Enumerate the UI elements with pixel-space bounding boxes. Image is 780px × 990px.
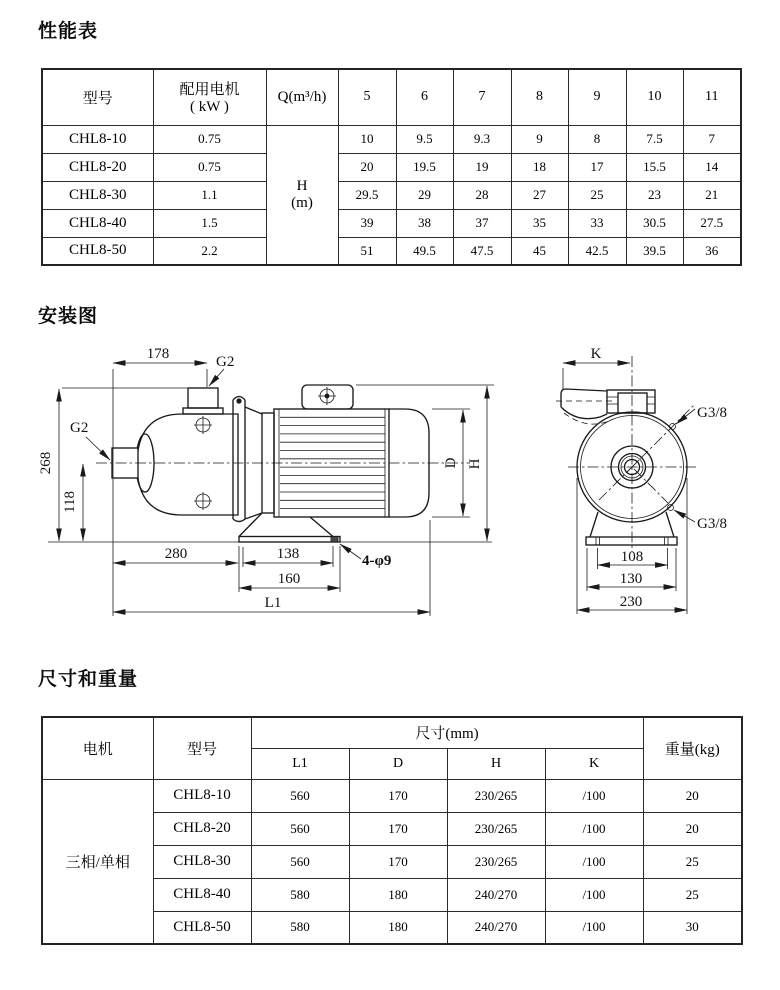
dim-h-label: H [467,458,483,470]
dims-col-motor: 电机 [42,717,153,779]
perf-power: 0.75 [153,125,266,153]
dim-160-label: 160 [277,571,301,587]
performance-row [42,181,741,209]
perf-head-value: 17 [568,153,626,181]
dims-k: /100 [545,878,643,911]
perf-head-value: 27.5 [683,209,741,237]
perf-col-motor [153,69,266,125]
port-g38-upper-label: G3/8 [697,405,727,421]
dims-col-size-group: 尺寸(mm) [251,717,643,748]
discharge-elbow [556,389,612,424]
perf-power: 1.5 [153,209,266,237]
dims-weight: 20 [643,812,742,845]
perf-head-value: 47.5 [453,237,511,265]
dims-weight: 25 [643,845,742,878]
perf-power: 2.2 [153,237,266,265]
dims-model: CHL8-30 [153,845,251,878]
port-g2-left-label: G2 [70,420,89,436]
plug-bottom [194,492,212,510]
performance-row [42,209,741,237]
perf-head-value: 28 [453,181,511,209]
perf-head-value: 7.5 [626,125,683,153]
dims-col-d: D [349,748,447,779]
perf-flow-value: 5 [338,69,396,125]
base-plate [239,537,340,543]
dims-k: /100 [545,845,643,878]
perf-flow-value: 11 [683,69,741,125]
perf-flow-value: 6 [396,69,453,125]
dim-d-label: D [443,457,459,469]
perf-col-motor-line2: ( kW ) [190,99,229,116]
perf-head-value: 33 [568,209,626,237]
perf-head-merged-cell [266,125,338,265]
performance-header-row [42,69,741,125]
dims-col-weight: 重量(kg) [643,717,742,779]
dim-178-label: 178 [146,346,170,362]
diagonal-centerline-lower [634,469,668,503]
dim-l1-label: L1 [264,595,282,611]
perf-head-value: 29 [396,181,453,209]
perf-model: CHL8-30 [42,181,153,209]
dims-k: /100 [545,911,643,944]
port-g2-top-label: G2 [216,354,235,370]
perf-head-value: 14 [683,153,741,181]
perf-flow-value: 9 [568,69,626,125]
performance-row [42,237,741,265]
perf-head-value: 51 [338,237,396,265]
perf-head-value: 9 [511,125,568,153]
performance-row [42,125,741,153]
perf-head-value: 9.3 [453,125,511,153]
dims-col-h: H [447,748,545,779]
perf-head-value: 23 [626,181,683,209]
dims-motor-type-cell: 三相/单相 [42,779,153,944]
dims-l1: 580 [251,878,349,911]
tie-rod [233,397,245,522]
perf-head-value: 38 [396,209,453,237]
perf-head-value: 7 [683,125,741,153]
perf-head-value: 8 [568,125,626,153]
perf-col-motor-line1: 配用电机 [179,82,240,99]
bracket-bolt [318,387,336,405]
perf-head-value: 39 [338,209,396,237]
perf-model: CHL8-20 [42,153,153,181]
dims-row [42,779,742,812]
performance-row [42,153,741,181]
perf-flow-value: 8 [511,69,568,125]
dims-weight: 25 [643,878,742,911]
outlet-flange [183,408,223,414]
flange-lines [607,397,655,404]
bolt-slot [331,537,338,543]
perf-head-value: 15.5 [626,153,683,181]
pump-side-view [38,346,494,616]
dims-model: CHL8-10 [153,779,251,812]
perf-model: CHL8-10 [42,125,153,153]
perf-head-value: 42.5 [568,237,626,265]
performance-table [41,68,742,266]
dims-k: /100 [545,779,643,812]
plug-top [194,416,212,434]
perf-model: CHL8-50 [42,237,153,265]
perf-head-label: H [296,177,308,194]
dims-model: CHL8-50 [153,911,251,944]
dims-h: 230/265 [447,779,545,812]
perf-head-value: 36 [683,237,741,265]
dims-weight: 20 [643,779,742,812]
perf-flow-value: 7 [453,69,511,125]
dims-weight: 30 [643,911,742,944]
section-title-installation: 安装图 [38,306,99,327]
dim-118-label: 118 [62,491,78,513]
dims-d: 170 [349,779,447,812]
perf-head-value: 19 [453,153,511,181]
dims-l1: 580 [251,911,349,944]
dim-280-label: 280 [164,546,188,562]
perf-head-value: 45 [511,237,568,265]
perf-col-flow: Q(m³/h) [266,69,338,125]
perf-head-value: 27 [511,181,568,209]
dims-d: 180 [349,878,447,911]
dims-k: /100 [545,812,643,845]
perf-head-value: 29.5 [338,181,396,209]
perf-power: 0.75 [153,153,266,181]
dim-230-label: 230 [619,594,643,610]
dims-h: 230/265 [447,845,545,878]
perf-model: CHL8-40 [42,209,153,237]
dims-d: 180 [349,911,447,944]
perf-head-value: 20 [338,153,396,181]
dim-268-label: 268 [38,451,54,475]
dims-model: CHL8-40 [153,878,251,911]
perf-head-value: 49.5 [396,237,453,265]
perf-flow-value: 10 [626,69,683,125]
dims-d: 170 [349,812,447,845]
section-title-dimensions: 尺寸和重量 [38,669,139,690]
port-g38-lower-label: G3/8 [697,516,727,532]
perf-head-value: 39.5 [626,237,683,265]
pump-body [137,414,238,515]
dims-h: 230/265 [447,812,545,845]
dims-col-l1: L1 [251,748,349,779]
pump-front-view [556,346,727,614]
perf-head-value: 19.5 [396,153,453,181]
dim-138-label: 138 [276,546,300,562]
dims-l1: 560 [251,779,349,812]
perf-head-value: 35 [511,209,568,237]
section-title-performance: 性能表 [38,21,99,42]
perf-power: 1.1 [153,181,266,209]
dim-130-label: 130 [619,571,643,587]
outlet-port [188,388,218,408]
perf-head-value: 25 [568,181,626,209]
dims-l1: 560 [251,845,349,878]
perf-col-model: 型号 [42,69,153,125]
perf-head-unit: (m) [291,194,313,211]
perf-head-value: 10 [338,125,396,153]
perf-head-value: 21 [683,181,741,209]
dims-model: CHL8-20 [153,812,251,845]
dims-d: 170 [349,845,447,878]
dim-k-label: K [590,346,602,362]
dims-col-k: K [545,748,643,779]
dims-h: 240/270 [447,878,545,911]
perf-head-value: 30.5 [626,209,683,237]
perf-head-value: 9.5 [396,125,453,153]
dimensions-table [41,716,743,945]
dim-108-label: 108 [620,549,644,565]
bolt-callout-label: 4-φ9 [362,553,392,569]
diagonal-centerline-upper [599,404,695,500]
dims-h: 240/270 [447,911,545,944]
installation-drawing [0,330,780,650]
top-port-block [618,393,647,413]
dims-l1: 560 [251,812,349,845]
perf-head-value: 18 [511,153,568,181]
dims-col-model: 型号 [153,717,251,779]
dims-header-row1 [42,717,742,748]
perf-head-value: 37 [453,209,511,237]
